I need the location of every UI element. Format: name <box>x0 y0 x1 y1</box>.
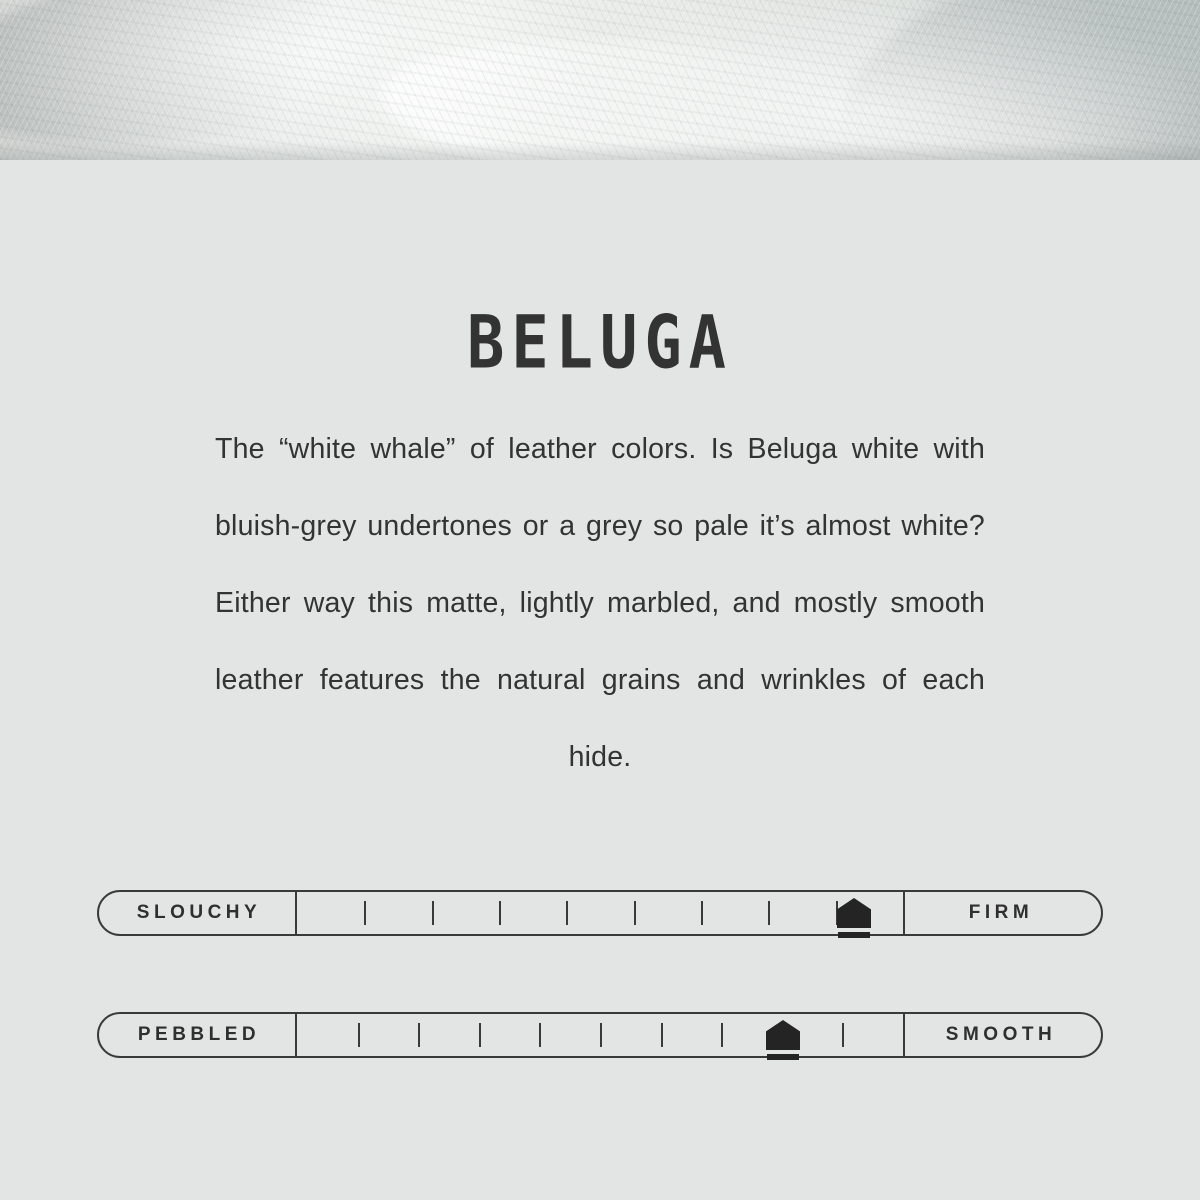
scale-tick <box>418 1023 420 1047</box>
marker-base-icon <box>838 932 870 938</box>
swatch-bottom-shadow <box>0 142 1200 160</box>
scale-tick <box>600 1023 602 1047</box>
scale-tick <box>721 1023 723 1047</box>
scale-tick <box>566 901 568 925</box>
scale-tick <box>364 901 366 925</box>
attribute-scales <box>0 890 1200 1134</box>
scale-texture-frame <box>97 1012 1103 1058</box>
marker-base-icon <box>767 1054 799 1060</box>
scale-texture-marker[interactable] <box>766 1020 800 1066</box>
scale-tick <box>432 901 434 925</box>
scale-tick <box>539 1023 541 1047</box>
scale-tick <box>358 1023 360 1047</box>
scale-firmness-left-label: SLOUCHY <box>99 892 297 934</box>
page-title: BELUGA <box>467 299 733 386</box>
scale-texture-track[interactable] <box>297 1014 903 1056</box>
scale-tick <box>499 901 501 925</box>
color-description: The “white whale” of leather colors. Is Beluga white with bluish-grey undertones or a grey so pale it’s almost white? Either way this matte, lightly marbled, and mostly smooth leather features the natural grains and wrinkles of each hide. <box>215 433 985 773</box>
scale-texture-right-label: SMOOTH <box>903 1014 1101 1056</box>
scale-firmness-marker[interactable] <box>837 898 871 944</box>
marker-head-icon <box>837 898 871 928</box>
swatch-grain-texture <box>0 0 1200 160</box>
leather-swatch-image <box>0 0 1200 160</box>
scale-firmness-frame <box>97 890 1103 936</box>
marker-head-icon <box>766 1020 800 1050</box>
scale-tick <box>634 901 636 925</box>
scale-tick <box>661 1023 663 1047</box>
scale-firmness-track[interactable] <box>297 892 903 934</box>
card-content <box>0 160 1200 796</box>
scale-texture-left-label: PEBBLED <box>99 1014 297 1056</box>
scale-tick <box>842 1023 844 1047</box>
scale-tick <box>701 901 703 925</box>
scale-tick <box>768 901 770 925</box>
scale-firmness <box>97 890 1103 946</box>
scale-texture <box>97 1012 1103 1068</box>
scale-tick <box>479 1023 481 1047</box>
scale-firmness-right-label: FIRM <box>903 892 1101 934</box>
